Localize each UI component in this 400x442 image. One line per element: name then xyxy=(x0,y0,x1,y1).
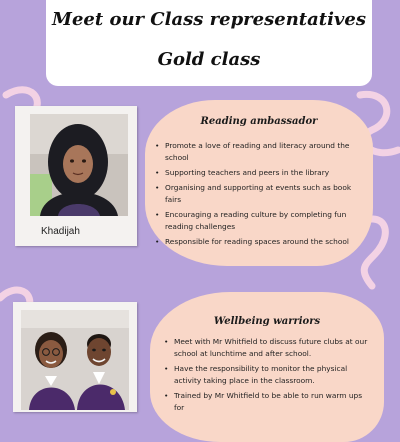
list-item: • Meet with Mr Whitfield to discuss future clubs at our school at lunchtime and after school. xyxy=(164,336,374,360)
reading-ambassador-polaroid xyxy=(15,106,137,246)
list-item: • Have the responsibility to monitor the physical activity taking place in the classroom. xyxy=(164,363,374,387)
wellbeing-warriors-polaroid xyxy=(13,302,137,412)
title-card xyxy=(46,0,372,86)
student-photo-image xyxy=(30,114,128,216)
reading-ambassador-photo xyxy=(30,114,128,216)
list-item: • Encouraging a reading culture by completing fun reading challenges xyxy=(155,209,361,233)
reading-ambassador-heading: Reading ambassador xyxy=(200,116,318,127)
page-subtitle: Gold class xyxy=(157,49,261,70)
page-title: Meet our Class representatives xyxy=(52,9,366,30)
reading-ambassador-list xyxy=(155,140,361,251)
list-item: • Trained by Mr Whitfield to be able to run warm ups for xyxy=(164,390,374,414)
list-item: • Organising and supporting at events such as book fairs xyxy=(155,182,361,206)
wellbeing-warriors-photo xyxy=(21,310,129,410)
wellbeing-warriors-card xyxy=(150,292,384,442)
reading-ambassador-caption: Khadijah xyxy=(41,226,80,237)
list-item: • Promote a love of reading and literacy around the school xyxy=(155,140,361,164)
wellbeing-warriors-heading: Wellbeing warriors xyxy=(213,316,321,327)
list-item: • Responsible for reading spaces around the school xyxy=(155,236,361,248)
students-photo-image xyxy=(21,310,129,410)
reading-ambassador-card xyxy=(145,100,373,266)
list-item: • Supporting teachers and peers in the library xyxy=(155,167,361,179)
wellbeing-warriors-list xyxy=(164,336,374,417)
